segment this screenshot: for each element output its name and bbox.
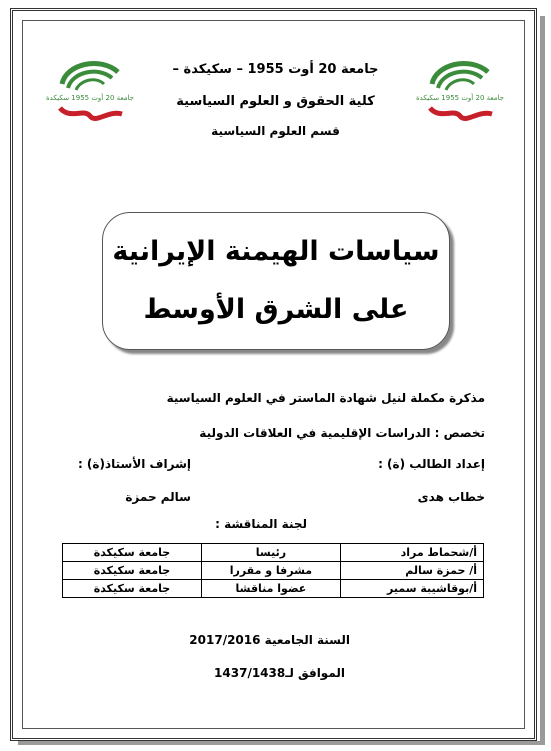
university-logo-left xyxy=(46,50,134,130)
hijri-year: الموافق لـ1437/1438 xyxy=(214,666,345,680)
committee-table xyxy=(62,543,484,598)
member-name: أ/شحماط مراد xyxy=(340,544,483,562)
page-shadow-right xyxy=(540,16,545,744)
logo-text: جامعة 20 أوت 1955 سكيكدة xyxy=(416,94,504,102)
logo-text: جامعة 20 أوت 1955 سكيكدة xyxy=(46,94,134,102)
faculty-name: كلية الحقوق و العلوم السياسية xyxy=(176,94,375,109)
member-role: عضوا مناقشا xyxy=(201,580,340,598)
prepared-by-label: إعداد الطالب (ة) : xyxy=(378,457,485,471)
member-role: مشرفا و مقررا xyxy=(201,562,340,580)
thesis-title-line2: على الشرق الأوسط xyxy=(143,294,409,325)
academic-year: السنة الجامعية 2017/2016 xyxy=(189,633,350,647)
member-role: رئيسا xyxy=(201,544,340,562)
member-university: جامعة سكيكدة xyxy=(63,562,202,580)
specialty: تخصص : الدراسات الإقليمية في العلاقات الدولية xyxy=(199,426,485,440)
thesis-title-line1: سياسات الهيمنة الإيرانية xyxy=(112,236,440,267)
member-university: جامعة سكيكدة xyxy=(63,544,202,562)
student-name: خطاب هدى xyxy=(417,490,485,504)
table-row xyxy=(63,562,484,580)
page-shadow-bottom xyxy=(18,741,545,745)
memo-description: مذكرة مكملة لنيل شهادة الماستر في العلوم السياسية xyxy=(166,391,485,405)
member-name: أ/بوقاشيبة سمير xyxy=(340,580,483,598)
thesis-title-box xyxy=(102,212,450,350)
table-row xyxy=(63,580,484,598)
member-university: جامعة سكيكدة xyxy=(63,580,202,598)
professor-name: سالم حمزة xyxy=(125,490,191,504)
supervised-by-label: إشراف الأستاذ(ة) : xyxy=(77,457,191,471)
university-logo-right xyxy=(416,50,504,130)
university-name: جامعة 20 أوت 1955 – سكيكدة – xyxy=(172,62,379,77)
department-name: قسم العلوم السياسية xyxy=(211,124,340,138)
table-row xyxy=(63,544,484,562)
committee-title: لجنة المناقشة : xyxy=(215,517,307,531)
member-name: أ/ حمزة سالم xyxy=(340,562,483,580)
